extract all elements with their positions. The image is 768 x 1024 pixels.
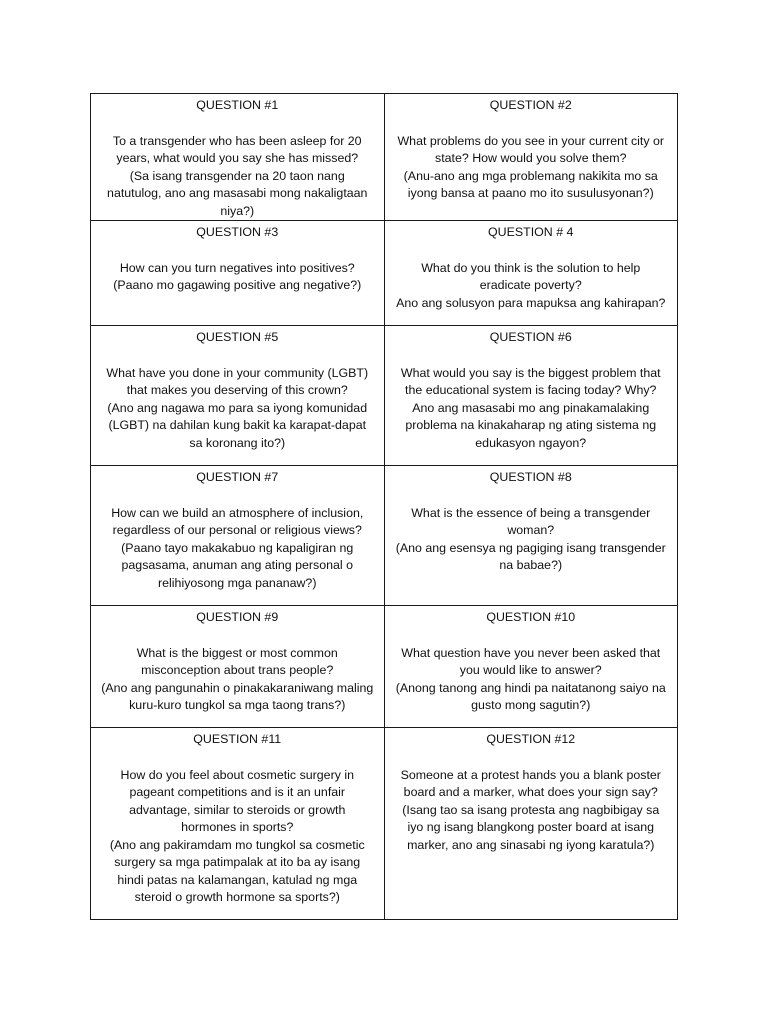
question-english: To a transgender who has been asleep for 20 years, what would you say she has missed? xyxy=(112,133,362,165)
question-english: What have you done in your community (LGBT) that makes you deserving of this crown? xyxy=(106,365,369,397)
question-filipino: (Anu-ano ang mga problemang nakikita mo sa iyong bansa at paano mo ito susulusyonan?) xyxy=(403,168,658,200)
table-row xyxy=(91,326,678,466)
question-title: QUESTION #10 xyxy=(486,610,576,624)
question-title: QUESTION #9 xyxy=(196,610,279,624)
question-english: How do you feel about cosmetic surgery in pageant competitions and is it an unfair advantage, similar to steroids or growth hormones in sports? xyxy=(120,767,354,834)
question-english: What is the biggest or most common misconception about trans people? xyxy=(136,645,338,677)
question-title: QUESTION #11 xyxy=(193,732,282,746)
question-title: QUESTION #6 xyxy=(489,330,572,344)
question-english: What do you think is the solution to help eradicate poverty? xyxy=(421,260,641,292)
question-filipino: (Sa isang transgender na 20 taon nang natutulog, ano ang masasabi mong nakaligtaan niya?) xyxy=(107,168,368,218)
question-title: QUESTION # 4 xyxy=(488,225,574,239)
question-card-2 xyxy=(384,94,678,221)
question-card-12 xyxy=(384,728,678,920)
question-filipino: (Ano ang pakiramdam mo tungkol sa cosmetic surgery sa mga patimpalak at ito ba ay isang hindi patas na kalamangan, katulad ng mga steroid o growth hormone sa sports?) xyxy=(109,837,365,904)
table-row xyxy=(91,221,678,326)
question-title: QUESTION #7 xyxy=(196,470,279,484)
question-filipino: (Paano tayo makakabuo ng kapaligiran ng pagsasama, anuman ang ating personal o relihiyosong mga pananaw?) xyxy=(121,540,354,590)
question-card-5 xyxy=(91,326,385,466)
question-card-8 xyxy=(384,466,678,606)
question-title: QUESTION #5 xyxy=(196,330,279,344)
question-card-3 xyxy=(91,221,385,326)
question-filipino: (Paano mo gagawing positive ang negative?) xyxy=(113,278,362,292)
question-english: How can you turn negatives into positives? xyxy=(119,260,355,275)
question-filipino: Ano ang solusyon para mapuksa ang kahirapan? xyxy=(396,295,666,310)
question-filipino: (Ano ang pangunahin o pinakakaraniwang maling kuru-kuro tungkol sa mga taong trans?) xyxy=(101,680,374,712)
question-english: Someone at a protest hands you a blank poster board and a marker, what does your sign say? xyxy=(400,767,661,799)
question-filipino: Ano ang masasabi mo ang pinakamalaking problema na kinakaharap ng ating sistema ng edukasyon ngayon? xyxy=(405,400,657,450)
question-card-11 xyxy=(91,728,385,920)
question-filipino: (Isang tao sa isang protesta ang nagbibigay sa iyo ng isang blangkong poster board at isang marker, ano ang sinasabi ng iyong karatula?) xyxy=(402,802,660,852)
question-title: QUESTION #2 xyxy=(489,98,572,112)
question-english: How can we build an atmosphere of inclusion, regardless of our personal or religious views? xyxy=(111,505,364,537)
question-filipino: (Ano ang esensya ng pagiging isang transgender na babae?) xyxy=(395,540,666,572)
question-english: What problems do you see in your current city or state? How would you solve them? xyxy=(397,133,664,165)
table-row xyxy=(91,606,678,728)
question-card-4 xyxy=(384,221,678,326)
question-english: What question have you never been asked that you would like to answer? xyxy=(401,645,661,677)
question-english: What would you say is the biggest problem that the educational system is facing today? Why? xyxy=(400,365,661,397)
question-card-6 xyxy=(384,326,678,466)
table-row xyxy=(91,466,678,606)
question-title: QUESTION #12 xyxy=(486,732,576,746)
question-card-1 xyxy=(91,94,385,221)
table-row xyxy=(91,728,678,920)
question-card-9 xyxy=(91,606,385,728)
question-title: QUESTION #1 xyxy=(196,98,279,112)
table-row xyxy=(91,94,678,221)
question-filipino: (Anong tanong ang hindi pa naitatanong saiyo na gusto mong sagutin?) xyxy=(395,680,666,712)
question-title: QUESTION #3 xyxy=(196,225,279,239)
question-card-10 xyxy=(384,606,678,728)
question-english: What is the essence of being a transgender woman? xyxy=(411,505,651,537)
question-card-7 xyxy=(91,466,385,606)
question-cards-table xyxy=(90,93,678,920)
question-title: QUESTION #8 xyxy=(489,470,572,484)
question-filipino: (Ano ang nagawa mo para sa iyong komunidad (LGBT) na dahilan kung bakit ka karapat-dapat sa koronang ito?) xyxy=(107,400,368,450)
